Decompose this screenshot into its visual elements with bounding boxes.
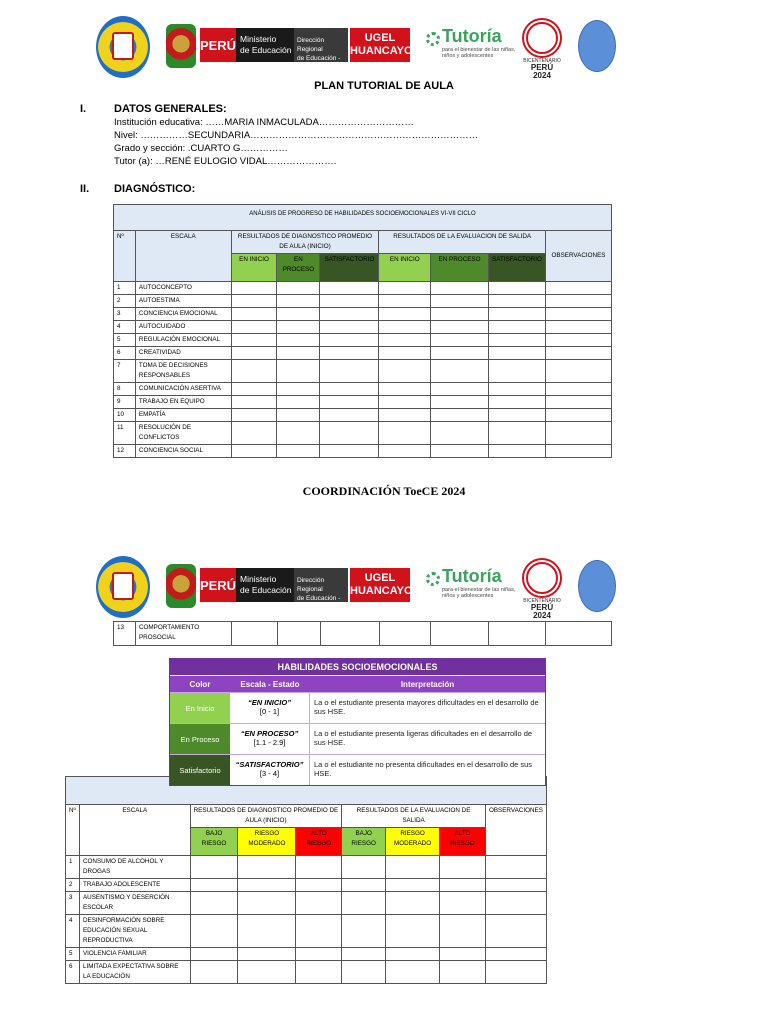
field-nivel: Nivel: ……………SECUNDARIA……………………………………………………………… xyxy=(114,130,479,141)
table-row: 1 AUTOCONCEPTO xyxy=(114,282,612,295)
hse-legend-row: En Proceso “EN PROCESO” [1.1 - 2.9] La o el estudiante presenta ligeras dificultades en el desarrollo de sus HSE. xyxy=(170,723,545,754)
hse-progress-table: ANÁLISIS DE PROGRESO DE HABILIDADES SOCIOEMOCIONALES VI-VII CICLO Nº ESCALA RESULTADOS DE DIAGNOSTICO PROMEDIO DE AULA (INICIO) RESULTADOS DE LA EVALUACION DE SALIDA OBSERVACIONES EN INICIO EN PROCESO SATISFACTORIO EN INICIO EN PROCESO SATISFACTORIO 1 AUTOCONCEPTO 2 AUTOESTIMA 3 CONCIENCIA EMOCIONAL 4 AUTOCUIDADO 5 REGULACIÓN EMOCIONAL 6 CREATIVIDAD 7 TOMA DE DECISIONES RESPONSABLES 8 COMUNICACIÓN ASERTIVA 9 TRABAJO EN EQUIPO 10 EMPATÍA 11 RESOLUCIÓN DE CONFLICTOS 12 CONCIENCIA SOCIAL xyxy=(113,204,612,458)
table-row: 1 CONSUMO DE ALCOHOL Y DROGAS xyxy=(66,856,547,879)
table-row: 13 COMPORTAMIENTO PROSOCIAL xyxy=(114,622,612,646)
general-data-fields xyxy=(114,116,478,168)
hse-legend: HABILIDADES SOCIOEMOCIONALES Color Escala - Estado Interpretación En Inicio “EN INICIO” [0 - 1] La o el estudiante presenta mayores dificultades en el desarrollo de sus HSE. En Proceso “EN PROCESO” [1.1 - 2.9] La o el estudiante presenta ligeras dificultades en el desarrollo de sus HSE. Satisfactorio “SATISFACTORIO” [3 - 4] La o el estudiante no presenta dificultades en el desarrollo de sus HSE. xyxy=(169,658,546,786)
table-row: 3 CONCIENCIA EMOCIONAL xyxy=(114,308,612,321)
dre-junin-logo: Dirección Regional de Educación - Junín xyxy=(294,28,348,62)
table-row: 4 AUTOCUIDADO xyxy=(114,321,612,334)
coordination-title: COORDINACIÓN ToeCE 2024 xyxy=(302,484,466,498)
school-shield-logo xyxy=(96,556,150,618)
dre-junin-logo: Dirección Regional de Educación - Junín xyxy=(294,568,348,602)
hse-color-swatch: En Inicio xyxy=(170,693,230,723)
table-row: 6 CREATIVIDAD xyxy=(114,347,612,360)
minedu-logo: PERÚ Ministerio de Educación xyxy=(200,568,336,602)
table-row: 11 RESOLUCIÓN DE CONFLICTOS xyxy=(114,422,612,445)
tutoria-logo: Tutoría para el bienestar de las niñas, niños y adolescentes xyxy=(426,26,516,66)
table-row: 4 DESINFORMACIÓN SOBRE EDUCACIÓN SEXUAL REPRODUCTIVA xyxy=(66,915,547,948)
page-title: PLAN TUTORIAL DE AULA xyxy=(314,80,454,92)
table-row: 10 EMPATÍA xyxy=(114,409,612,422)
hse-color-swatch: Satisfactorio xyxy=(170,755,230,785)
tutoria-dots-icon xyxy=(426,572,440,586)
bicentenario-logo: BICENTENARIO PERÚ 2024 xyxy=(520,18,564,76)
hse-progress-table-cont xyxy=(113,621,612,646)
table-row: 8 COMUNICACIÓN ASERTIVA xyxy=(114,383,612,396)
risk-factors-table: Nº ESCALA RESULTADOS DE DIAGNOSTICO PROMEDIO DE AULA (INICIO) RESULTADOS DE LA EVALUACION DE SALIDA OBSERVACIONES BAJO RIESGO RIESGO MODERADO ALTO RIESGO BAJO RIESGO RIESGO MODERADO ALTO RIESGO 1 CONSUMO DE ALCOHOL Y DROGAS 2 TRABAJO ADOLESCENTE 3 AUSENTISMO Y DESERCIÓN ESCOLAR 4 DESINFORMACIÓN SOBRE EDUCACIÓN SEXUAL REPRODUCTIVA 5 VIOLENCIA FAMILIAR 6 LIMITADA EXPECTATIVA SOBRE LA EDUCACIÓN xyxy=(65,776,547,984)
field-tutor: Tutor (a): …RENÉ EULOGIO VIDAL…………………. xyxy=(114,156,337,167)
table-row: 5 VIOLENCIA FAMILIAR xyxy=(66,948,547,961)
table-row: 9 TRABAJO EN EQUIPO xyxy=(114,396,612,409)
hse-legend-row: Satisfactorio “SATISFACTORIO” [3 - 4] La o el estudiante no presenta dificultades en el desarrollo de sus HSE. xyxy=(170,754,545,785)
hse-legend-title: HABILIDADES SOCIOEMOCIONALES xyxy=(170,659,545,675)
field-grado: Grado y sección: .CUARTO G…………… xyxy=(114,143,288,154)
bicentenario-logo: BICENTENARIO PERÚ 2024 xyxy=(520,558,564,616)
table-row: 6 LIMITADA EXPECTATIVA SOBRE LA EDUCACIÓN xyxy=(66,961,547,984)
school-shield-logo xyxy=(96,16,150,78)
field-institucion: Institución educativa: ……MARIA INMACULADA………………………… xyxy=(114,117,414,128)
section-diagnostico: II. DIAGNÓSTICO: xyxy=(80,183,196,195)
header-logos-page2 xyxy=(96,556,626,618)
table-row: 7 TOMA DE DECISIONES RESPONSABLES xyxy=(114,360,612,383)
ugel-logo: UGEL HUANCAYO xyxy=(350,568,410,602)
blue-circle-logo xyxy=(578,20,616,72)
minedu-logo: PERÚ Ministerio de Educación xyxy=(200,28,336,62)
hse-color-swatch: En Proceso xyxy=(170,724,230,754)
ugel-logo: UGEL HUANCAYO xyxy=(350,28,410,62)
table-row: 2 TRABAJO ADOLESCENTE xyxy=(66,879,547,892)
table-row: 12 CONCIENCIA SOCIAL xyxy=(114,445,612,458)
tutoria-logo: Tutoría para el bienestar de las niñas, niños y adolescentes xyxy=(426,566,516,606)
table-title: ANÁLISIS DE PROGRESO DE HABILIDADES SOCIOEMOCIONALES VI-VII CICLO xyxy=(114,205,612,231)
section-datos-generales: I. DATOS GENERALES: xyxy=(80,103,227,115)
table-row: 2 AUTOESTIMA xyxy=(114,295,612,308)
blue-circle-logo xyxy=(578,560,616,612)
peru-coat-of-arms-icon xyxy=(166,24,196,68)
header-logos xyxy=(96,16,626,78)
table-row: 3 AUSENTISMO Y DESERCIÓN ESCOLAR xyxy=(66,892,547,915)
tutoria-dots-icon xyxy=(426,32,440,46)
hse-legend-row: En Inicio “EN INICIO” [0 - 1] La o el estudiante presenta mayores dificultades en el desarrollo de sus HSE. xyxy=(170,692,545,723)
table-row: 5 REGULACIÓN EMOCIONAL xyxy=(114,334,612,347)
peru-coat-of-arms-icon xyxy=(166,564,196,608)
